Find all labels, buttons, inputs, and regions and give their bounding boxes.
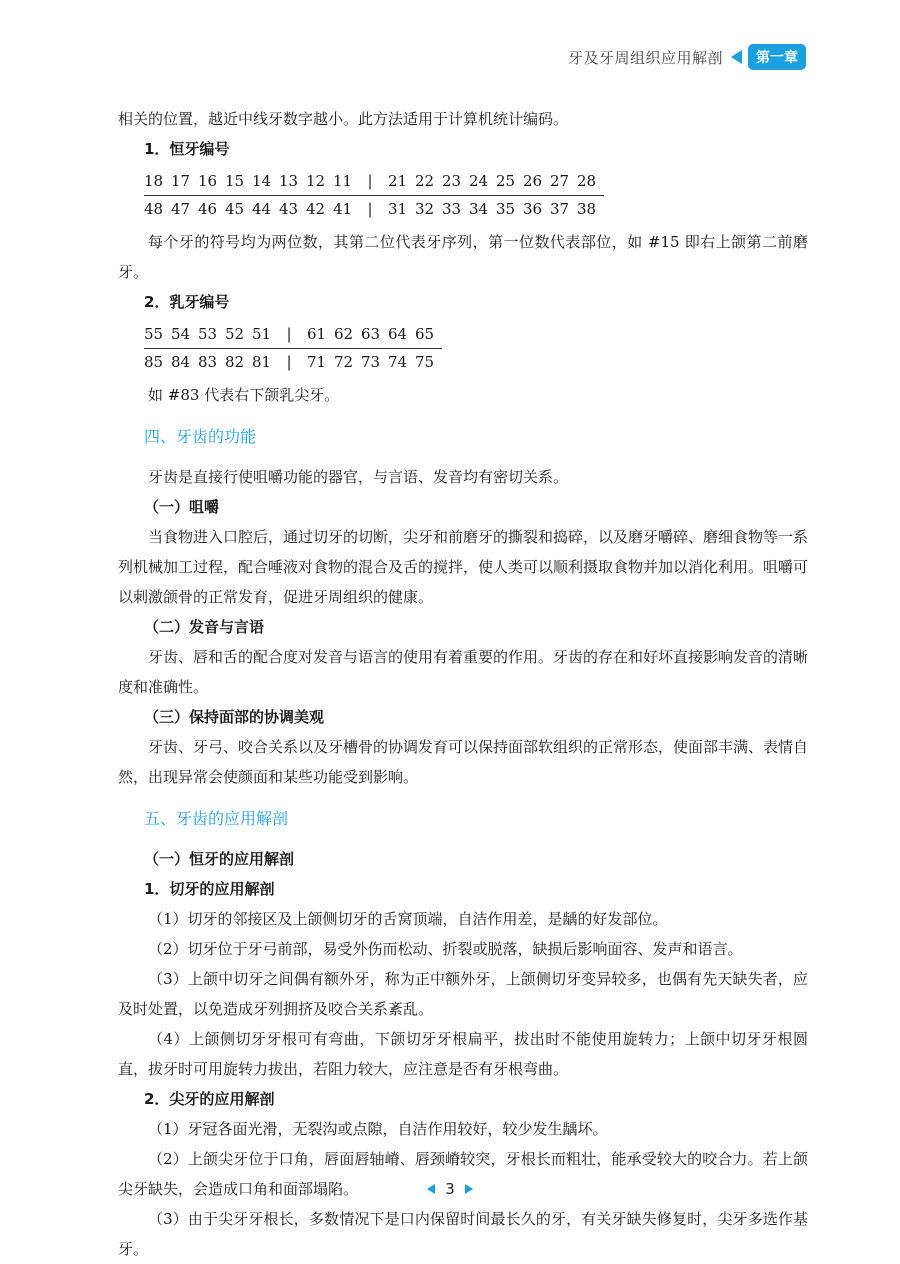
tooth-number-cell: 36: [523, 200, 543, 218]
tooth-number-cell: 37: [550, 200, 570, 218]
tooth-number-cell: 63: [361, 321, 388, 349]
tooth-number-cell: 82: [225, 353, 245, 371]
heading-mastication: （一）咀嚼: [144, 498, 220, 516]
quadrant-separator: |: [279, 321, 307, 349]
tooth-number-cell: 51: [252, 321, 279, 349]
tooth-number-cell: 17: [171, 168, 198, 196]
list-item: （1）牙冠各面光滑，无裂沟或点隙，自洁作用较好，较少发生龋坏。: [148, 1120, 608, 1138]
tooth-number-cell: 55: [144, 321, 171, 349]
paragraph-speech: 牙齿、唇和舌的配合度对发音与语言的使用有着重要的作用。牙齿的存在和好坏直接影响发音的清晰度和准确性。: [118, 648, 809, 696]
tooth-number-cell: 74: [388, 353, 408, 371]
paragraph-facial-harmony: 牙齿、牙弓、咬合关系以及牙槽骨的协调发育可以保持面部软组织的正常形态，使面部丰满、表情自然，出现异常会使颜面和某些功能受到影响。: [118, 738, 809, 786]
tooth-number-cell: 14: [252, 168, 279, 196]
tooth-number-cell: 71: [307, 353, 327, 371]
paragraph-intro: 相关的位置，越近中线牙数字越小。此方法适用于计算机统计编码。: [118, 110, 569, 128]
list-item: （3）由于尖牙牙根长，多数情况下是口内保留时间最长久的牙，有关牙缺失修复时，尖牙多选作基牙。: [118, 1210, 808, 1258]
tooth-number-cell: 62: [334, 321, 361, 349]
tooth-number-cell: 85: [144, 353, 164, 371]
list-item: （3）上颌中切牙之间偶有额外牙，称为正中额外牙，上颌侧切牙变异较多，也偶有先天缺失者，应及时处置，以免造成牙列拥挤及咬合关系紊乱。: [118, 970, 808, 1018]
tooth-number-cell: 21: [388, 168, 415, 196]
tooth-number-cell: 24: [469, 168, 496, 196]
tooth-number-cell: 35: [496, 200, 516, 218]
paragraph-function-intro: 牙齿是直接行使咀嚼功能的器官，与言语、发音均有密切关系。: [148, 468, 569, 486]
tooth-number-cell: 52: [225, 321, 252, 349]
tooth-number-cell: 41: [333, 200, 353, 218]
tooth-number-cell: 75: [415, 353, 435, 371]
list-item: （4）上颌侧切牙牙根可有弯曲，下颌切牙牙根扁平，拔出时不能使用旋转力；上颌中切牙牙根圆直，拔牙时可用旋转力拔出，若阻力较大，应注意是否有牙根弯曲。: [118, 1030, 808, 1078]
tooth-number-cell: 44: [252, 200, 272, 218]
running-header: [568, 44, 806, 70]
previous-page-icon[interactable]: [427, 1184, 435, 1194]
heading-primary-numbering: 2．乳牙编号: [144, 293, 230, 311]
tooth-number-cell: 38: [577, 200, 597, 218]
tooth-number-cell: 18: [144, 168, 171, 196]
tooth-number-cell: 34: [469, 200, 489, 218]
tooth-number-cell: 48: [144, 200, 164, 218]
list-item: （2）切牙位于牙弓前部，易受外伤而松动、折裂或脱落，缺损后影响面容、发声和语言。: [148, 940, 743, 958]
next-page-icon[interactable]: [465, 1184, 473, 1194]
table-row-lower: [144, 349, 442, 377]
section-title-applied-anatomy: 五、牙齿的应用解剖: [144, 809, 289, 828]
tooth-number-cell: 53: [198, 321, 225, 349]
tooth-number-cell: 12: [306, 168, 333, 196]
tooth-number-cell: 42: [306, 200, 326, 218]
page-number: 3: [445, 1180, 455, 1198]
tooth-number-cell: 81: [252, 353, 272, 371]
tooth-number-cell: 64: [388, 321, 415, 349]
heading-canine-applied: 2．尖牙的应用解剖: [144, 1090, 275, 1108]
tooth-number-cell: 31: [388, 200, 408, 218]
tooth-number-cell: 32: [415, 200, 435, 218]
tooth-number-cell: 16: [198, 168, 225, 196]
tooth-number-cell: 23: [442, 168, 469, 196]
paragraph-primary-desc: 如 #83 代表右下颌乳尖牙。: [148, 386, 340, 404]
running-header-title: 牙及牙周组织应用解剖: [567, 48, 723, 67]
tooth-number-cell: 15: [225, 168, 252, 196]
tooth-number-cell: 43: [279, 200, 299, 218]
heading-incisor-applied: 1．切牙的应用解剖: [144, 880, 275, 898]
tooth-number-cell: 22: [415, 168, 442, 196]
page-body: [118, 104, 808, 1264]
tooth-number-cell: 84: [171, 353, 191, 371]
tooth-number-cell: 11: [333, 168, 360, 196]
heading-permanent-applied: （一）恒牙的应用解剖: [144, 850, 295, 868]
chapter-badge: 第一章: [748, 44, 806, 70]
tooth-number-cell: 45: [225, 200, 245, 218]
primary-teeth-number-table: [144, 321, 442, 376]
heading-facial-harmony: （三）保持面部的协调美观: [144, 708, 325, 726]
quadrant-separator: |: [367, 200, 373, 218]
tooth-number-cell: 46: [198, 200, 218, 218]
quadrant-separator: |: [286, 353, 292, 371]
section-title-tooth-function: 四、牙齿的功能: [144, 427, 257, 446]
tooth-number-cell: 25: [496, 168, 523, 196]
tooth-number-cell: 33: [442, 200, 462, 218]
table-row-upper: [144, 168, 604, 196]
paragraph-permanent-desc: 每个牙的符号均为两位数，其第二位代表牙序列，第一位数代表部位，如 #15 即右上颌第二前磨牙。: [118, 233, 808, 281]
table-row-upper: [144, 321, 442, 349]
tooth-number-cell: 83: [198, 353, 218, 371]
tooth-number-cell: 47: [171, 200, 191, 218]
tooth-number-cell: 27: [550, 168, 577, 196]
quadrant-separator: |: [360, 168, 388, 196]
paragraph-mastication: 当食物进入口腔后，通过切牙的切断，尖牙和前磨牙的撕裂和捣碎，以及磨牙嚼碎、磨细食物等一系列机械加工过程，配合唾液对食物的混合及舌的搅拌，使人类可以顺利摄取食物并加以消化利用。咀嚼可以刺激颌骨的正常发育，促进牙周组织的健康。: [118, 528, 809, 606]
tooth-number-cell: 73: [361, 353, 381, 371]
tooth-number-cell: 13: [279, 168, 306, 196]
tooth-number-cell: 54: [171, 321, 198, 349]
permanent-teeth-number-table: [144, 168, 604, 223]
tooth-number-cell: 61: [307, 321, 334, 349]
tooth-number-cell: 28: [577, 168, 604, 196]
left-triangle-icon: [731, 50, 742, 64]
page-footer: [0, 1180, 900, 1198]
tooth-number-cell: 26: [523, 168, 550, 196]
heading-permanent-numbering: 1．恒牙编号: [144, 140, 230, 158]
heading-speech: （二）发音与言语: [144, 618, 265, 636]
list-item: （2）上颌尖牙位于口角，唇面唇轴嵴、唇颈嵴较突，牙根长而粗壮，能承受较大的咬合力。若上颌尖牙缺失，会造成口角和面部塌陷。: [118, 1150, 808, 1198]
tooth-number-cell: 65: [415, 321, 442, 349]
tooth-number-cell: 72: [334, 353, 354, 371]
list-item: （1）切牙的邻接区及上颌侧切牙的舌窝顶端，自洁作用差，是龋的好发部位。: [148, 910, 668, 928]
table-row-lower: [144, 196, 604, 224]
